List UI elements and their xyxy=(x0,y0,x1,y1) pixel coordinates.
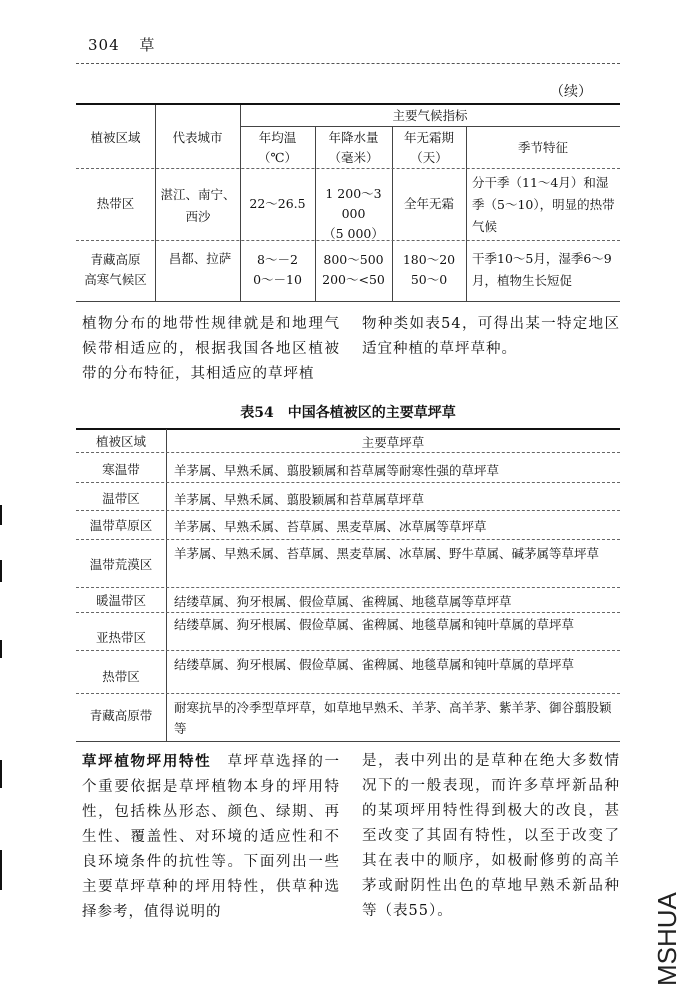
page-header xyxy=(88,34,155,55)
table54-rule xyxy=(76,539,620,540)
table54-region: 青藏高原带 xyxy=(89,708,153,723)
table54-top-rule xyxy=(76,428,620,430)
table-cell: 8～－2 0～－10 xyxy=(253,252,302,287)
paragraph-left: 植物分布的地带性规律就是和地理气候带相适应的，根据我国各地区植被带的分布特征，其相适应的草坪植 xyxy=(82,316,340,382)
watermark-text: MSHUA xyxy=(652,892,682,986)
paragraph-body: 草坪草选择的一个重要依据是草坪植物本身的坪用特性，包括株丛形态、颜色、绿期、再生性、覆盖性、对环境的适应性和不良环境条件的抗性等。下面列出一些主要草坪草种的坪用特性，供草种选择参考，值得说明的 xyxy=(82,754,341,920)
scan-artifact xyxy=(0,640,2,658)
page-number: 304 xyxy=(88,36,120,54)
table54-rule xyxy=(76,452,620,453)
scan-artifact xyxy=(0,760,2,788)
table-cell: 全年无霜 xyxy=(403,196,454,211)
table54-vline xyxy=(166,429,167,741)
table54-grasses: 羊茅属、早熟禾属、翦股颖属和苔草属草坪草 xyxy=(174,492,425,507)
table54-region: 寒温带 xyxy=(102,462,140,477)
table54-region: 温带草原区 xyxy=(89,518,153,533)
table-cell: 分干季（11～4月）和湿季（5～10），明显的热带气候 xyxy=(472,175,615,234)
table53-group-header: 主要气候指标 xyxy=(392,108,468,123)
scan-artifact xyxy=(0,850,2,890)
table54-region: 温带区 xyxy=(102,491,140,506)
table54-grasses: 结缕草属、狗牙根属、假俭草属、雀稗属、地毯草属和钝叶草属的草坪草 xyxy=(174,617,575,632)
table-cell: 22～26.5 xyxy=(249,196,306,211)
table54-rule xyxy=(76,587,620,588)
table-continued-label: （续） xyxy=(550,84,592,100)
table53-group-rule xyxy=(240,126,620,127)
table-cell: 湛江、南宁、西沙 xyxy=(160,187,236,224)
table54-region: 温带荒漠区 xyxy=(89,557,153,572)
table-cell: 干季10～5月，湿季6～9月，植物生长短促 xyxy=(472,251,612,288)
table-cell: 180～20 50～0 xyxy=(402,252,456,287)
table54-grasses: 耐寒抗旱的冷季型草坪草，如草地早熟禾、羊茅、高羊茅、紫羊茅、御谷翦股颖等 xyxy=(174,700,612,736)
table54-rule xyxy=(76,510,620,511)
table53-col-header: 年均温 （℃） xyxy=(258,130,297,165)
table53-col-header: 代表城市 xyxy=(172,130,223,145)
table53-col-header: 年无霜期 （天） xyxy=(403,130,454,165)
table53-header-rule xyxy=(76,168,620,169)
table54-rule xyxy=(76,693,620,694)
table54-grasses: 羊茅属、早熟禾属、苔草属、黑麦草属、冰草属等草坪草 xyxy=(174,519,487,534)
paragraph-heading: 草坪植物坪用特性 xyxy=(82,753,212,770)
table-cell: 800～500 200～<50 xyxy=(322,252,385,287)
table-cell: 1 200～3 000 （5 000） xyxy=(323,186,384,241)
watermark xyxy=(652,848,682,988)
section-title: 草 xyxy=(139,36,156,54)
table54-grasses: 羊茅属、早熟禾属、翦股颖属和苔草属等耐寒性强的草坪草 xyxy=(174,463,500,478)
paragraph-right: 物种类如表54，可得出某一特定地区适宜种植的草坪草种。 xyxy=(362,316,620,357)
table-cell: 青藏高原 高寒气候区 xyxy=(84,252,147,287)
header-rule xyxy=(76,63,620,64)
table-cell: 热带区 xyxy=(96,196,135,211)
table53-col-header: 植被区域 xyxy=(90,130,141,145)
paragraph-left-2 xyxy=(82,749,340,925)
table53-bottom-rule xyxy=(76,301,620,302)
scan-artifact xyxy=(0,560,2,582)
table54-region: 热带区 xyxy=(102,669,140,684)
table-cell: 昌都、拉萨 xyxy=(168,251,232,266)
table54-caption: 表54 中国各植被区的主要草坪草 xyxy=(240,405,456,421)
table53-top-rule xyxy=(76,103,620,105)
table54-rule xyxy=(76,482,620,483)
table54-rule xyxy=(76,650,620,651)
scan-artifact xyxy=(0,505,2,525)
table54-grasses: 结缕草属、狗牙根属、假俭草属、雀稗属、地毯草属和钝叶草属的草坪草 xyxy=(174,657,575,672)
table54-region: 暖温带区 xyxy=(95,593,146,608)
table54-grasses: 结缕草属、狗牙根属、假俭草属、雀稗属、地毯草属等草坪草 xyxy=(174,594,512,609)
table54-bottom-rule xyxy=(76,741,620,742)
paragraph-right-2: 是，表中列出的是草种在绝大多数情况下的一般表现，而许多草坪新品种的某项坪用特性得到极大的改良，甚至改变了其固有特性，以至于改变了其在表中的顺序，如极耐修剪的高羊茅或耐阴性出色的草地早熟禾新品种等（表55）。 xyxy=(362,753,620,919)
table53-col-header: 年降水量 （毫米） xyxy=(328,130,379,165)
table54-region: 亚热带区 xyxy=(95,630,146,645)
table54-col-header: 植被区域 xyxy=(95,434,146,449)
table54-grasses: 羊茅属、早熟禾属、苔草属、黑麦草属、冰草属、野牛草属、碱茅属等草坪草 xyxy=(174,546,600,561)
table54-rule xyxy=(76,612,620,613)
table53-col-header: 季节特征 xyxy=(517,140,568,155)
table54-col-header: 主要草坪草 xyxy=(361,435,425,450)
